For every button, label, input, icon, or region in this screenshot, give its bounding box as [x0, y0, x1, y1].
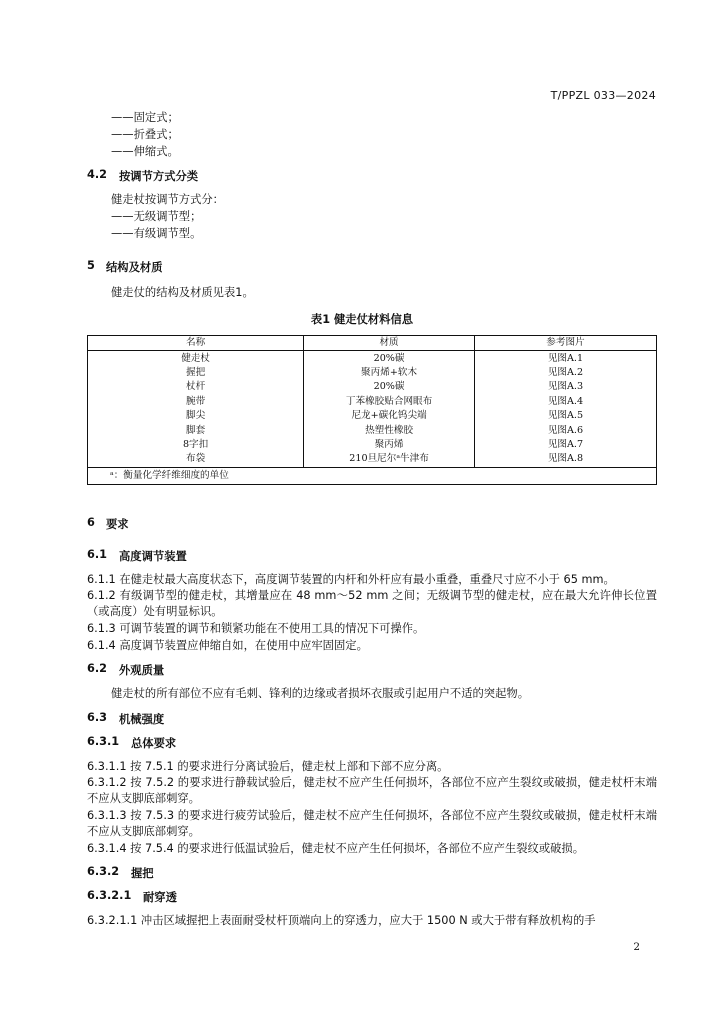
standard-code: T/PPZL 033—2024: [550, 89, 656, 102]
section-number: 6.3: [87, 711, 108, 724]
table-row: [88, 380, 657, 394]
page-number: 2: [633, 941, 640, 953]
section-number: 5: [87, 259, 95, 272]
section-title: 机械强度: [119, 713, 165, 726]
table-cell: 脚套: [88, 423, 304, 437]
table-cell: 聚丙烯: [304, 438, 475, 452]
paragraph: 健走仗的结构及材质见表1。: [111, 286, 254, 299]
table-row: [88, 351, 657, 366]
list-item: ——固定式；: [111, 111, 179, 124]
section-number: 6.3.2.1: [87, 889, 132, 902]
column-header: 名称: [88, 336, 304, 351]
clause-6-3-1-4: 6.3.1.4 按 7.5.4 的要求进行低温试验后，健走杖不应产生任何损坏，各部位不应产生裂纹或破损。: [87, 842, 585, 855]
materials-table: [87, 335, 657, 485]
table-row: [88, 423, 657, 437]
column-header: 材质: [304, 336, 475, 351]
section-title: 结构及材质: [106, 261, 163, 274]
table-row: [88, 438, 657, 452]
table-cell: 见图A.4: [474, 395, 656, 409]
section-title: 握把: [131, 867, 154, 880]
table-row: [88, 409, 657, 423]
section-title: 要求: [106, 518, 129, 531]
table-cell: 见图A.8: [474, 452, 656, 467]
table-cell: 热塑性橡胶: [304, 423, 475, 437]
section-title: 外观质量: [119, 664, 165, 677]
table-cell: 杖杆: [88, 380, 304, 394]
section-number: 6: [87, 516, 95, 529]
table-cell: 布袋: [88, 452, 304, 467]
table-row: [88, 395, 657, 409]
table-cell: 腕带: [88, 395, 304, 409]
table-cell: 健走杖: [88, 351, 304, 366]
section-number: 4.2: [87, 168, 108, 181]
table-cell: 脚尖: [88, 409, 304, 423]
table-cell: 8字扣: [88, 438, 304, 452]
table-row: [88, 452, 657, 467]
section-title: 总体要求: [131, 737, 177, 750]
table-cell: 20%碳: [304, 351, 475, 366]
clause-6-1-1: 6.1.1 在健走杖最大高度状态下，高度调节装置的内杆和外杆应有最小重叠，重叠尺寸应不小于 65 mm。: [87, 573, 615, 586]
clause-6-1-2: 6.1.2 有级调节型的健走杖，其增量应在 48 mm～52 mm 之间；无级调节型的健走杖，应在最大允许伸长位置（或高度）处有明显标识。: [87, 589, 657, 619]
table-cell: 见图A.2: [474, 366, 656, 380]
paragraph: 健走杖的所有部位不应有毛刺、锋利的边缘或者损坏衣服或引起用户不适的突起物。: [111, 687, 529, 700]
clause-6-3-2-1-1: 6.3.2.1.1 冲击区域握把上表面耐受杖杆顶端向上的穿透力，应大于 1500 N 或大于带有释放机构的手: [87, 914, 596, 927]
table-cell: 聚丙烯+软木: [304, 366, 475, 380]
section-title: 按调节方式分类: [119, 170, 199, 183]
section-number: 6.1: [87, 548, 108, 561]
section-number: 6.3.2: [87, 865, 120, 878]
table-cell: 握把: [88, 366, 304, 380]
list-item: ——无级调节型；: [111, 210, 202, 223]
table-cell: 见图A.3: [474, 380, 656, 394]
section-number: 6.2: [87, 662, 108, 675]
list-item: ——伸缩式。: [111, 145, 179, 158]
table-cell: 见图A.6: [474, 423, 656, 437]
table-cell: 见图A.1: [474, 351, 656, 366]
table-cell: 丁苯橡胶贴合网眼布: [304, 395, 475, 409]
table-cell: 210旦尼尔ᵃ牛津布: [304, 452, 475, 467]
table-header-row: [88, 336, 657, 351]
table-cell: 见图A.7: [474, 438, 656, 452]
clause-6-3-1-3: 6.3.1.3 按 7.5.3 的要求进行疲劳试验后，健走杖不应产生任何损坏，各部位不应产生裂纹或破损，健走杖杆末端不应从支脚底部刺穿。: [87, 809, 657, 839]
list-item: ——折叠式；: [111, 128, 179, 141]
column-header: 参考图片: [474, 336, 656, 351]
clause-6-3-1-1: 6.3.1.1 按 7.5.1 的要求进行分离试验后，健走杖上部和下部不应分离。: [87, 760, 449, 773]
section-title: 高度调节装置: [119, 550, 187, 563]
section-title: 耐穿透: [143, 891, 177, 904]
table-cell: 20%碳: [304, 380, 475, 394]
table-row: [88, 366, 657, 380]
paragraph: 健走杖按调节方式分：: [111, 193, 224, 206]
section-number: 6.3.1: [87, 735, 120, 748]
table-cell: 见图A.5: [474, 409, 656, 423]
clause-6-3-1-2: 6.3.1.2 按 7.5.2 的要求进行静载试验后，健走杖不应产生任何损坏，各部位不应产生裂纹或破损，健走杖杆末端不应从支脚底部刺穿。: [87, 776, 657, 806]
clause-6-1-4: 6.1.4 高度调节装置应伸缩自如，在使用中应牢固固定。: [87, 639, 368, 652]
clause-6-1-3: 6.1.3 可调节装置的调节和锁紧功能在不使用工具的情况下可操作。: [87, 622, 425, 635]
list-item: ——有级调节型。: [111, 227, 202, 240]
table-note-row: [88, 467, 657, 484]
table-footnote: ᵃ：衡量化学纤维细度的单位: [88, 467, 657, 484]
table-cell: 尼龙+碳化钨尖端: [304, 409, 475, 423]
table-caption: 表1 健走仗材料信息: [310, 313, 414, 326]
